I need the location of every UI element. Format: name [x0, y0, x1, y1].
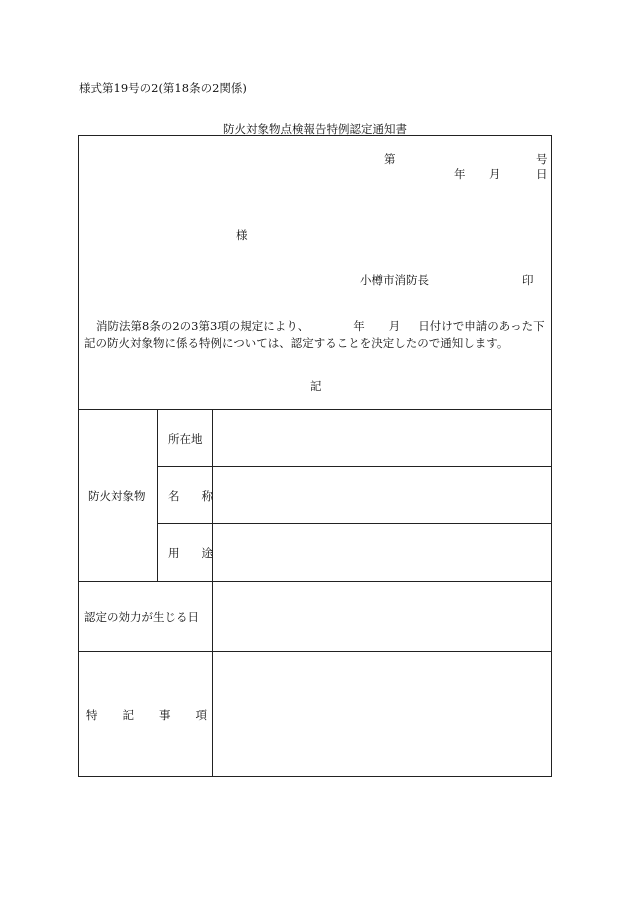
row-label-use	[168, 545, 213, 561]
row-label-name-char2: 称	[201, 489, 213, 503]
notice-body	[84, 318, 548, 352]
row-label-remarks	[86, 707, 207, 723]
seal-mark: 印	[522, 273, 534, 287]
row-label-effective-date: 認定の効力が生じる日	[84, 610, 199, 624]
remarks-field[interactable]	[213, 652, 551, 776]
notice-body-line1b: 日付けで申請のあった下	[418, 319, 545, 333]
ki-label: 記	[310, 379, 322, 393]
row-label-name	[168, 488, 213, 504]
notice-number-prefix: 第	[384, 152, 396, 166]
date-year-label: 年	[454, 167, 466, 181]
notice-body-year: 年	[353, 319, 365, 333]
addressee-suffix: 様	[236, 228, 248, 242]
group-column-divider	[157, 409, 158, 581]
notice-number-suffix: 号	[536, 152, 548, 166]
name-field[interactable]	[213, 467, 551, 523]
remarks-char4: 項	[195, 708, 207, 722]
location-field[interactable]	[213, 410, 551, 466]
row-label-location: 所在地	[168, 432, 203, 446]
group-label-fire-target: 防火対象物	[88, 489, 146, 503]
issuer-name: 小樽市消防長	[360, 273, 429, 287]
date-month-label: 月	[489, 167, 501, 181]
document-title: 防火対象物点検報告特例認定通知書	[223, 122, 407, 136]
notice-body-month: 月	[388, 319, 401, 333]
date-day-label: 日	[536, 167, 548, 181]
notice-body-line1a: 消防法第8条の2の3第3項の規定により、	[96, 319, 310, 333]
row-label-use-char2: 途	[201, 546, 213, 560]
effective-date-field[interactable]	[213, 582, 551, 651]
remarks-char1: 特	[86, 708, 98, 722]
remarks-char2: 記	[122, 708, 134, 722]
use-field[interactable]	[213, 524, 551, 581]
remarks-char3: 事	[159, 708, 171, 722]
notice-body-line2: 記の防火対象物に係る特例については、認定することを決定したので通知します。	[84, 336, 509, 350]
form-number: 様式第19号の2(第18条の2関係)	[79, 81, 247, 95]
row-label-use-char1: 用	[168, 546, 180, 560]
row-label-name-char1: 名	[168, 489, 180, 503]
